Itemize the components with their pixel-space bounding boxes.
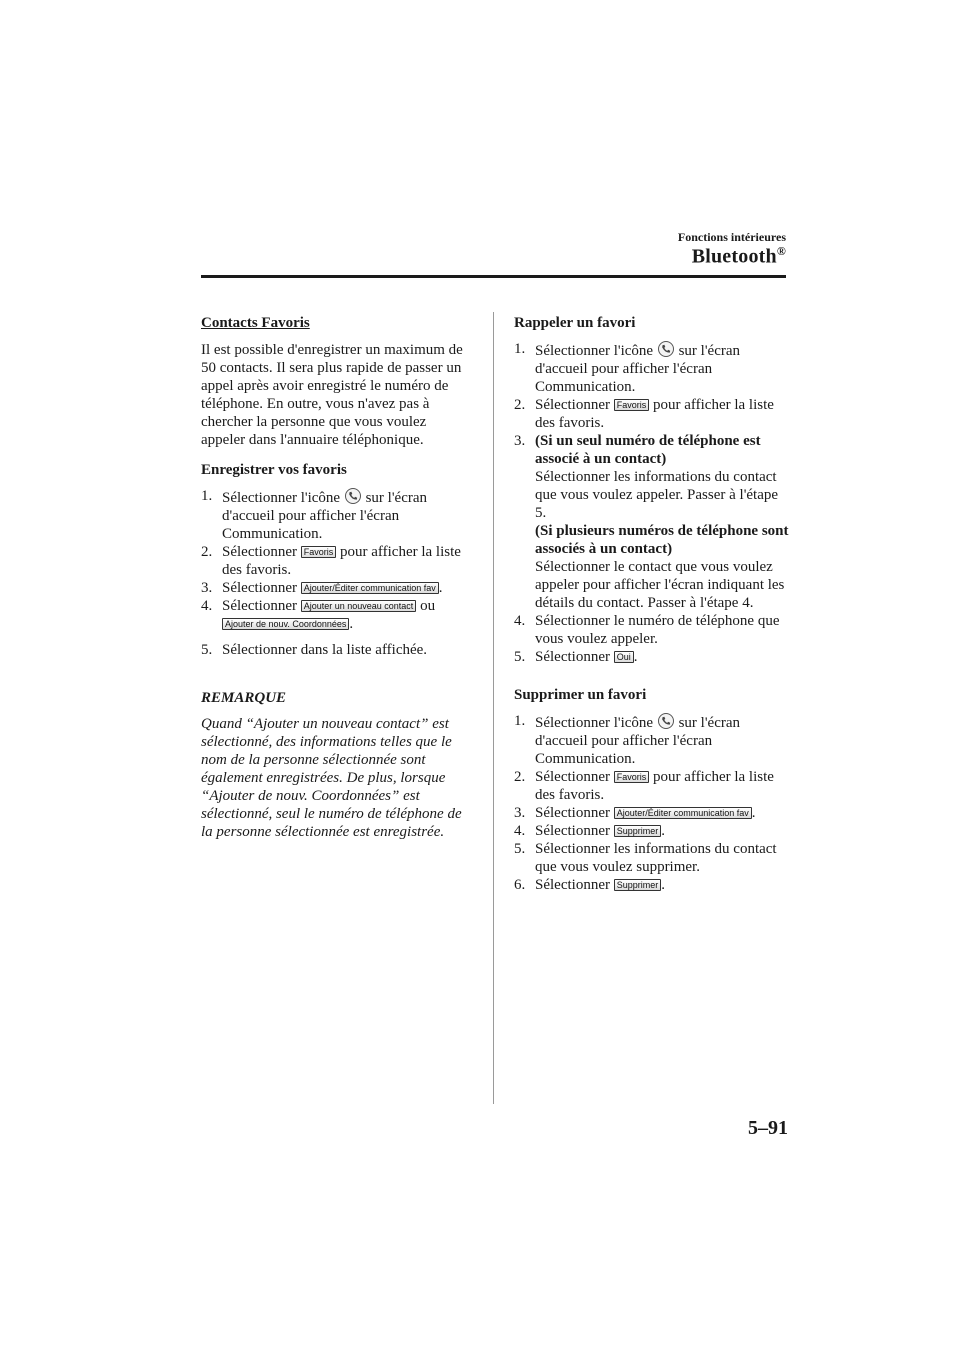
delete-step-1: [514, 712, 789, 768]
recall-step-2: [514, 396, 789, 432]
step-number: 1.: [201, 488, 213, 504]
delete-step-6: [514, 876, 789, 894]
intro-paragraph: Il est possible d'enregistrer un maximum de 50 contacts. Il sera plus rapide de passer un appel après avoir enregistré le numéro de téléphone. En outre, vous n'avez pas à chercher la personne que vous voulez appeler dans l'annuaire téléphonique.: [201, 342, 463, 448]
step-text: Sélectionner le numéro de téléphone que vous voulez appeler.: [535, 613, 780, 647]
phone-icon: [657, 712, 675, 730]
step-text: Sélectionner l'icône: [535, 715, 654, 731]
recall-step-5: [514, 648, 789, 666]
delete-step-5: [514, 840, 789, 876]
register-step-5: [201, 641, 471, 659]
step-text: Sélectionner: [535, 877, 610, 893]
register-steps: [201, 487, 471, 659]
step-text: .: [661, 877, 665, 893]
recall-step-4: [514, 612, 789, 648]
page-title-text: Bluetooth: [691, 245, 777, 268]
register-step-1: [201, 487, 471, 543]
step-text: Sélectionner: [222, 544, 297, 560]
step-text: ou: [420, 598, 436, 614]
step-text: pour afficher la liste des favoris.: [535, 769, 774, 803]
delete-title: Supprimer un favori: [514, 687, 647, 703]
step-text: Sélectionner: [535, 397, 610, 413]
page-title: [692, 244, 786, 269]
register-step-4: [201, 597, 471, 633]
registered-mark: ®: [776, 244, 786, 258]
step-number: 3.: [201, 580, 213, 596]
step-text: .: [751, 805, 756, 821]
step-number: 4.: [514, 613, 526, 629]
phone-icon: [344, 487, 362, 505]
step-text: .: [349, 616, 354, 632]
step-number: 6.: [514, 877, 526, 893]
recall-steps: [514, 340, 789, 666]
delete-steps: [514, 712, 789, 894]
register-title: Enregistrer vos favoris: [201, 462, 347, 478]
oui-button[interactable]: Oui: [614, 651, 634, 663]
recall-title: Rappeler un favori: [514, 315, 636, 331]
step-number: 2.: [201, 544, 213, 560]
step-text: sur l'écran d'accueil pour afficher l'écran Communication.: [535, 343, 740, 395]
step-number: 5.: [514, 649, 526, 665]
step-text: sur l'écran d'accueil pour afficher l'écran Communication.: [535, 715, 740, 767]
right-column: [514, 314, 789, 894]
favoris-button[interactable]: Favoris: [614, 399, 650, 411]
note-text: Quand “Ajouter un nouveau contact” est sélectionné, des informations telles que le nom de la personne sélectionnée sont également enregistrées. De plus, lorsque “Ajouter de nouv. Coordonnées” est sélectionné, seul le numéro de téléphone de la personne sélectionnée est enregistrée.: [201, 716, 462, 840]
condition-label: (Si un seul numéro de téléphone est associé à un contact): [535, 433, 761, 467]
favoris-button[interactable]: Favoris: [614, 771, 650, 783]
step-text: pour afficher la liste des favoris.: [535, 397, 774, 431]
section-label: Fonctions intérieures: [677, 230, 786, 244]
register-step-3: [201, 579, 471, 597]
step-number: 3.: [514, 805, 526, 821]
supprimer-button[interactable]: Supprimer: [614, 825, 662, 837]
step-number: 3.: [514, 433, 526, 449]
step-text: Sélectionner l'icône: [222, 490, 341, 506]
step-number: 2.: [514, 769, 526, 785]
column-divider: [493, 312, 494, 1104]
delete-step-4: [514, 822, 789, 840]
add-new-contact-button[interactable]: Ajouter un nouveau contact: [301, 600, 417, 612]
step-text: Sélectionner l'icône: [535, 343, 654, 359]
delete-step-2: [514, 768, 789, 804]
step-text: Sélectionner: [535, 805, 610, 821]
note-title: REMARQUE: [201, 690, 287, 706]
add-edit-favorite-button[interactable]: Ajouter/Éditer communication fav: [614, 807, 752, 819]
delete-step-3: [514, 804, 789, 822]
step-text: Sélectionner: [222, 598, 297, 614]
recall-step-3: [514, 432, 789, 612]
step-text: Sélectionner les informations du contact que vous voulez appeler. Passer à l'étape 5.: [535, 469, 779, 521]
condition-label: (Si plusieurs numéros de téléphone sont associés à un contact): [535, 523, 789, 557]
step-text: Sélectionner: [535, 823, 610, 839]
step-text: .: [661, 823, 665, 839]
step-text: Sélectionner: [535, 769, 610, 785]
step-number: 2.: [514, 397, 526, 413]
step-number: 5.: [201, 642, 213, 658]
step-text: Sélectionner les informations du contact que vous voulez supprimer.: [535, 841, 777, 875]
step-number: 4.: [514, 823, 526, 839]
step-text: Sélectionner dans la liste affichée.: [222, 642, 428, 658]
register-step-2: [201, 543, 471, 579]
step-text: .: [633, 649, 638, 665]
favoris-button[interactable]: Favoris: [301, 546, 337, 558]
phone-icon: [657, 340, 675, 358]
step-number: 1.: [514, 713, 526, 729]
add-edit-favorite-button[interactable]: Ajouter/Éditer communication fav: [301, 582, 439, 594]
step-text: Sélectionner: [222, 580, 297, 596]
step-number: 1.: [514, 341, 526, 357]
section-title: Contacts Favoris: [201, 315, 310, 331]
step-text: pour afficher la liste des favoris.: [222, 544, 461, 578]
supprimer-button[interactable]: Supprimer: [614, 879, 662, 891]
step-text: .: [438, 580, 443, 596]
step-text: Sélectionner le contact que vous voulez appeler pour afficher l'écran indiquant les détails du contact. Passer à l'étape 4.: [535, 559, 785, 611]
page-number: 5–91: [748, 1117, 788, 1139]
left-column: [201, 314, 471, 841]
recall-step-1: [514, 340, 789, 396]
step-text: sur l'écran d'accueil pour afficher l'écran Communication.: [222, 490, 427, 542]
step-number: 4.: [201, 598, 213, 614]
add-new-details-button[interactable]: Ajouter de nouv. Coordonnées: [222, 618, 349, 630]
header-rule: [201, 275, 786, 278]
step-text: Sélectionner: [535, 649, 610, 665]
step-number: 5.: [514, 841, 526, 857]
